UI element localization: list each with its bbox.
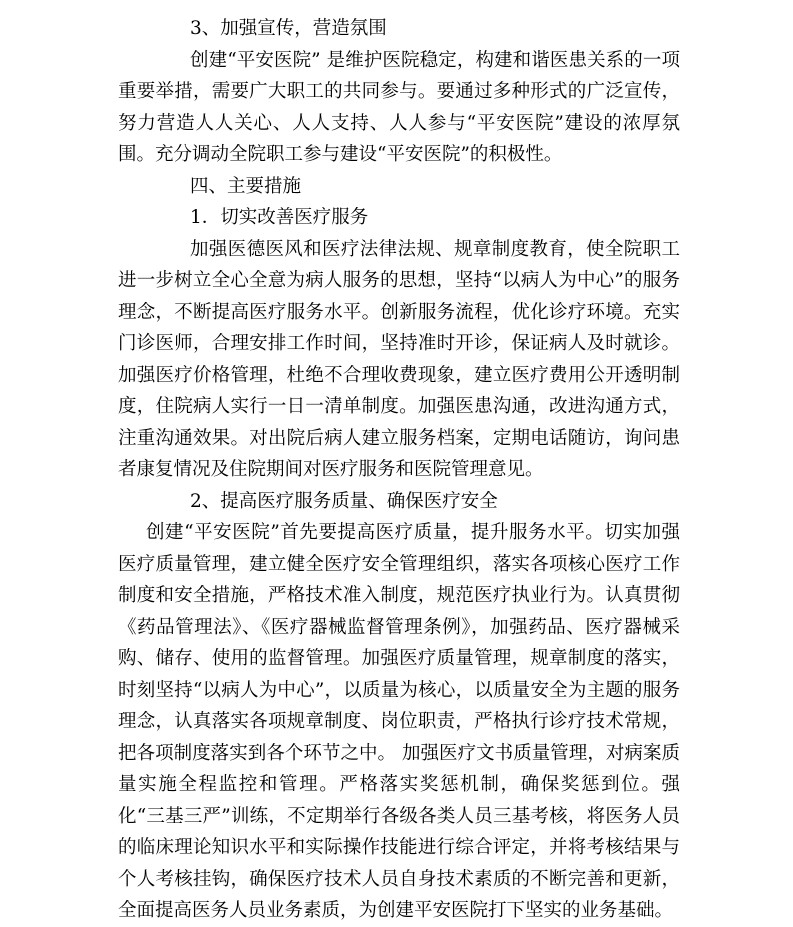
subsection1-paragraph: 加强医德医风和医疗法律法规、规章制度教育，使全院职工进一步树立全心全意为病人服务的思想，坚持“以病人为中心”的服务理念，不断提高医疗服务水平。创新服务流程，优化诊疗环境。充实门诊医师，合理安排工作时间，坚持准时开诊，保证病人及时就诊。加强医疗价格管理，杜绝不合理收费现象，建立医疗费用公开透明制度，住院病人实行一日一清单制度。加强医患沟通，改进沟通方式，注重沟通效果。对出院后病人建立服务档案，定期电话随访，询问患者康复情况及住院期间对医疗服务和医院管理意见。 (118, 238, 680, 480)
subsection2-paragraph: 创建“平安医院”首先要提高医疗质量，提升服务水平。切实加强医疗质量管理，建立健全医疗安全管理组织，落实各项核心医疗工作制度和安全措施，严格技术准入制度，规范医疗执业行为。认真贯彻《药品管理法》、《医疗器械监督管理条例》，加强药品、医疗器械采购、储存、使用的监督管理。加强医疗质量管理，规章制度的落实，时刻坚持“以病人为中心”，以质量为核心，以质量安全为主题的服务理念，认真落实各项规章制度、岗位职责，严格执行诊疗技术常规，把各项制度落实到各个环节之中。 加强医疗文书质量管理，对病案质量实施全程监控和管理。严格落实奖惩机制，确保奖惩到位。强化“三基三严”训练，不定期举行各级各类人员三基考核，将医务人员的临床理论知识水平和实际操作技能进行综合评定，并将考核结果与个人考核挂钩，确保医疗技术人员自身技术素质的不断完善和更新，全面提高医务人员业务素质，为创建平安医院打下坚实的业务基础。 (118, 522, 680, 921)
section3-paragraph: 创建“平安医院” 是维护医院稳定，构建和谐医患关系的一项重要举措，需要广大职工的共同参与。要通过多种形式的广泛宣传，努力营造人人关心、人人支持、人人参与“平安医院”建设的浓厚氛围。充分调动全院职工参与建设“平安医院”的积极性。 (118, 49, 680, 165)
subsection1-heading: 1．切实改善医疗服务 (190, 207, 369, 228)
section3-heading: 3、加强宣传，营造氛围 (190, 18, 387, 39)
section4-heading: 四、主要措施 (190, 175, 302, 197)
subsection2-heading: 2、提高医疗服务质量、确保医疗安全 (190, 490, 498, 512)
document-body (118, 13, 680, 927)
